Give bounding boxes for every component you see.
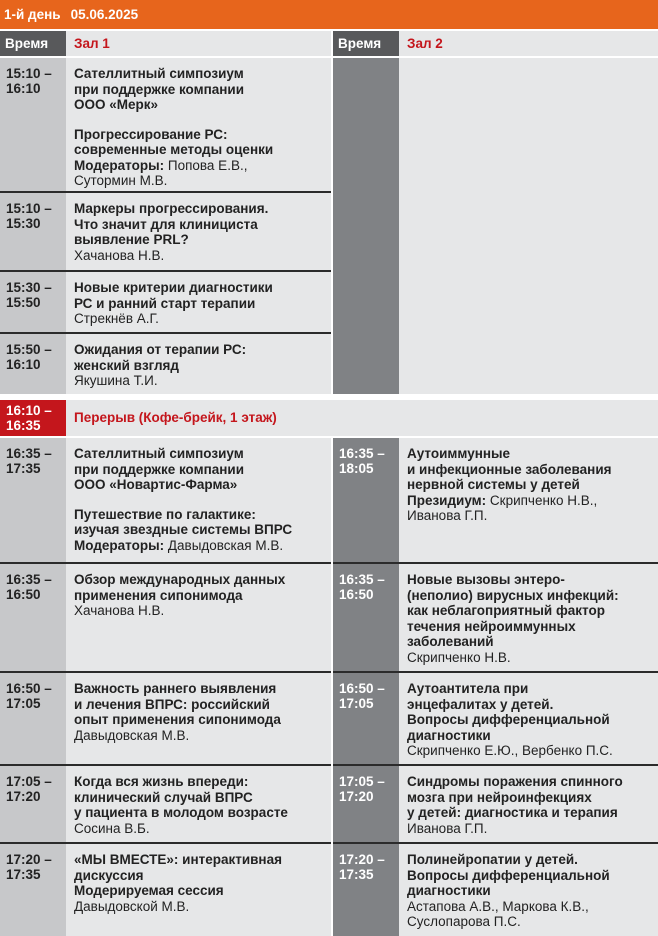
break-time-end: 16:35 <box>6 418 41 433</box>
break-time <box>0 400 66 436</box>
session-title-line: Синдромы поражения спинного <box>407 774 623 789</box>
session-title-line: дискуссия <box>74 867 144 883</box>
session-title-line: у детей: диагностика и терапия <box>407 805 618 820</box>
hall1-after-session-cell <box>66 844 331 936</box>
session-speaker: Астапова А.В., Маркова К.В., <box>407 898 589 914</box>
time-end: 17:05 <box>339 696 374 711</box>
session-title-line: Вопросы дифференциальной <box>407 867 610 883</box>
session-moderators <box>407 493 652 509</box>
session-title-line: течения нейроиммунных <box>407 618 576 634</box>
time-start: 17:05 – <box>339 774 385 789</box>
session-title-line: Новые вызовы энтеро- <box>407 572 565 587</box>
time-start: 15:10 – <box>6 66 52 81</box>
moderators-label: Президиум: <box>407 492 487 508</box>
hall2-after-time-cell <box>333 438 399 562</box>
session-title-line: Аутоантитела при <box>407 681 529 696</box>
time-start: 16:35 – <box>339 446 385 461</box>
session-title-line: при поддержке компании <box>74 461 245 477</box>
time-end: 17:20 <box>6 789 41 804</box>
time-end: 16:10 <box>6 81 41 96</box>
hall1-after-time-cell <box>0 766 66 842</box>
session-title-line: диагностики <box>407 883 491 898</box>
session-speaker: Хачанова Н.В. <box>74 603 165 618</box>
moderators-names: Давыдовская М.В. <box>167 537 284 553</box>
hall2-after-session-cell <box>399 673 658 764</box>
day-label: 1-й день <box>4 7 61 22</box>
time-end: 17:20 <box>339 789 374 804</box>
session-title-line: при поддержке компании <box>74 81 245 97</box>
session-title-line: заболеваний <box>407 634 494 649</box>
time-column-header: Время <box>0 31 66 56</box>
hall1-after-session-cell <box>66 564 331 671</box>
session-title-line: Модерируемая сессия <box>74 883 224 898</box>
session-title-line: Путешествие по галактике: <box>74 506 256 522</box>
hall2-empty-content-cell <box>399 58 658 394</box>
session-speaker: Давыдовская М.В. <box>74 727 190 743</box>
session-title-line: выявление PRL? <box>74 232 189 247</box>
moderators-label: Модераторы: <box>74 157 165 173</box>
hall1-time-cell <box>0 334 66 394</box>
session-title-line: и лечения ВПРС: российский <box>74 696 270 712</box>
hall2-after-time-cell <box>333 673 399 764</box>
session-speaker: Якушина Т.И. <box>74 373 158 388</box>
session-title-line: Что значит для клинициста <box>74 216 258 232</box>
session-title-line: Когда вся жизнь впереди: <box>74 774 249 789</box>
hall2-after-session-cell <box>399 438 658 562</box>
session-moderators <box>74 538 325 554</box>
session-title-line: Аутоиммунные <box>407 446 511 461</box>
time-end: 18:05 <box>339 461 374 476</box>
session-title-line: Полинейропатии у детей. <box>407 852 578 867</box>
break-time-start: 16:10 – <box>6 403 52 418</box>
session-speaker: Давыдовской М.В. <box>74 898 190 914</box>
hall1-time-cell <box>0 193 66 270</box>
session-title-line: Вопросы дифференциальной <box>407 712 610 727</box>
day-date: 05.06.2025 <box>70 7 139 22</box>
time-start: 16:50 – <box>339 681 385 696</box>
time-start: 17:05 – <box>6 774 52 789</box>
session-speaker: Суслопарова П.С. <box>407 914 521 929</box>
time-start: 16:35 – <box>6 446 52 461</box>
session-title-line: Ожидания от терапии РС: <box>74 342 247 357</box>
session-speaker: Скрипченко Н.В. <box>407 649 511 665</box>
session-title-line: как неблагоприятный фактор <box>407 603 605 618</box>
session-speaker: Хачанова Н.В. <box>74 247 165 263</box>
session-title-line: Новые критерии диагностики <box>74 280 273 295</box>
hall2-after-time-cell <box>333 844 399 936</box>
session-title-line: энцефалитах у детей. <box>407 696 554 712</box>
spacer <box>74 493 325 507</box>
time-end: 17:35 <box>6 461 41 476</box>
session-title-line: у пациента в молодом возрасте <box>74 805 288 820</box>
moderators-names: Попова Е.В., <box>167 157 248 173</box>
session-moderators <box>74 158 325 174</box>
hall1-session-cell <box>66 334 331 394</box>
time-end: 15:50 <box>6 295 41 310</box>
session-title-line: Прогрессирование РС: <box>74 126 228 142</box>
session-speaker: Иванова Г.П. <box>407 508 488 523</box>
time-end: 16:10 <box>6 357 41 372</box>
session-title-line: ООО «Мерк» <box>74 97 159 112</box>
time-start: 15:10 – <box>6 201 52 216</box>
session-title-line: ООО «Новартис-Фарма» <box>74 477 238 492</box>
session-title-line: Маркеры прогрессирования. <box>74 201 269 216</box>
hall1-time-cell <box>0 272 66 332</box>
hall1-after-session-cell <box>66 766 331 842</box>
hall1-session-cell <box>66 58 331 191</box>
session-title-line: РС и ранний старт терапии <box>74 295 256 311</box>
session-title-line: и инфекционные заболевания <box>407 461 612 477</box>
hall1-after-time-cell <box>0 844 66 936</box>
time-start: 15:30 – <box>6 280 52 295</box>
hall2-after-time-cell <box>333 564 399 671</box>
time-end: 15:30 <box>6 216 41 231</box>
hall2-empty-time-cell <box>333 58 399 394</box>
session-title-line: (неполио) вирусных инфекций: <box>407 587 619 603</box>
time-start: 17:20 – <box>6 852 52 867</box>
session-title-line: изучая звездные системы ВПРС <box>74 522 293 537</box>
session-title-line: «МЫ ВМЕСТЕ»: интерактивная <box>74 852 282 867</box>
hall1-after-time-cell <box>0 564 66 671</box>
hall1-session-cell <box>66 272 331 332</box>
session-title-line: современные методы оценки <box>74 142 274 157</box>
break-label: Перерыв (Кофе-брейк, 1 этаж) <box>66 400 658 436</box>
session-title-line: диагностики <box>407 727 491 743</box>
session-title-line: Сателлитный симпозиум <box>74 66 244 81</box>
session-speaker: Скрипченко Е.Ю., Вербенко П.С. <box>407 743 613 758</box>
session-title-line: клинический случай ВПРС <box>74 789 253 805</box>
time-end: 17:35 <box>6 867 41 882</box>
hall1-after-session-cell <box>66 673 331 764</box>
hall1-after-time-cell <box>0 673 66 764</box>
session-title-line: женский взгляд <box>74 357 179 373</box>
session-title-line: мозга при нейроинфекциях <box>407 789 592 805</box>
time-start: 17:20 – <box>339 852 385 867</box>
hall1-after-session-cell <box>66 438 331 562</box>
hall2-after-session-cell <box>399 564 658 671</box>
hall2-after-session-cell <box>399 844 658 936</box>
session-title-line: опыт применения сипонимода <box>74 712 281 727</box>
hall1-header: Зал 1 <box>66 31 331 56</box>
time-end: 16:50 <box>339 587 374 602</box>
hall1-after-time-cell <box>0 438 66 562</box>
session-speaker: Сосина В.Б. <box>74 820 150 836</box>
session-title-line: Важность раннего выявления <box>74 681 277 696</box>
hall2-after-session-cell <box>399 766 658 842</box>
session-title-line: Сателлитный симпозиум <box>74 446 244 461</box>
time-end: 16:50 <box>6 587 41 602</box>
hall1-time-cell <box>0 58 66 191</box>
hall1-session-cell <box>66 193 331 270</box>
time-start: 16:35 – <box>339 572 385 587</box>
moderators-label: Модераторы: <box>74 537 165 553</box>
session-speaker: Иванова Г.П. <box>407 820 488 836</box>
time-end: 17:05 <box>6 696 41 711</box>
time-start: 16:35 – <box>6 572 52 587</box>
time-start: 15:50 – <box>6 342 52 357</box>
time-start: 16:50 – <box>6 681 52 696</box>
hall2-after-time-cell <box>333 766 399 842</box>
day-header-bar <box>0 0 658 29</box>
moderators-names: Скрипченко Н.В., <box>489 492 598 508</box>
time-end: 17:35 <box>339 867 374 882</box>
session-title-line: применения сипонимода <box>74 587 243 603</box>
time-column-header-hall2: Время <box>333 31 399 56</box>
hall2-header: Зал 2 <box>399 31 658 56</box>
session-title-line: нервной системы у детей <box>407 477 580 492</box>
session-speaker: Сутормин М.В. <box>74 173 168 188</box>
session-speaker: Стрекнёв А.Г. <box>74 311 159 326</box>
session-title-line: Обзор международных данных <box>74 572 286 587</box>
spacer <box>74 113 325 127</box>
